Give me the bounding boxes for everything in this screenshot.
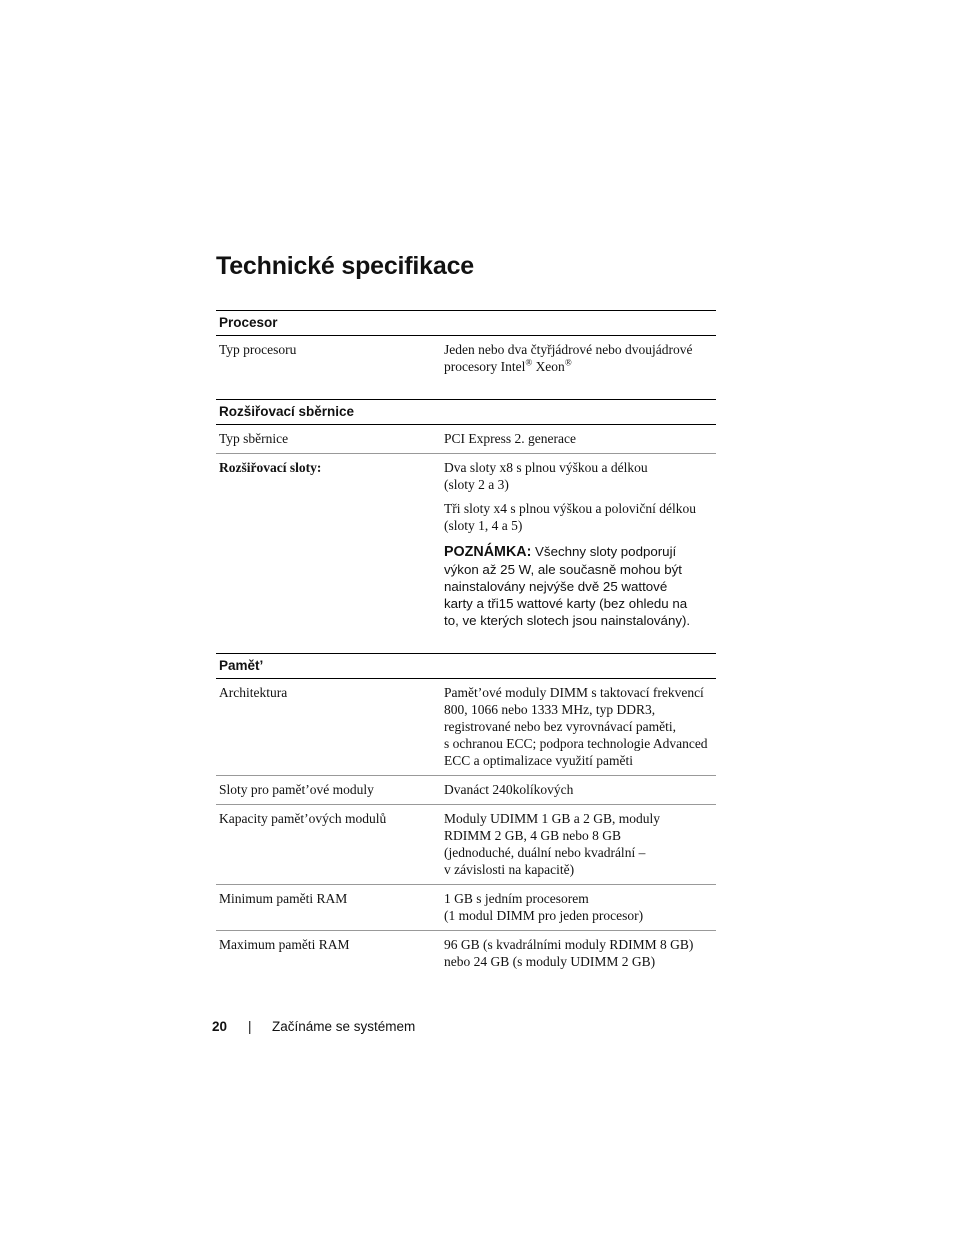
- row-value: [444, 459, 716, 629]
- row-value: [444, 341, 716, 375]
- registered-mark: ®: [525, 357, 533, 368]
- table-row: [216, 336, 716, 381]
- row-value: [444, 684, 716, 769]
- row-value: [444, 936, 716, 970]
- page-footer: [212, 1019, 415, 1034]
- note-line: nainstalovány nejvýše dvě 25 wattové: [444, 579, 668, 594]
- value-line: ECC a optimalizace využití paměti: [444, 753, 633, 768]
- value-line: Jeden nebo dva čtyřjádrové nebo dvoujádrové: [444, 342, 693, 357]
- value-line: Dva sloty x8 s plnou výškou a délkou: [444, 460, 648, 475]
- row-label: Architektura: [219, 685, 288, 700]
- row-value: [444, 781, 716, 798]
- value-line: Tři sloty x4 s plnou výškou a poloviční délkou: [444, 501, 696, 516]
- value-line: (1 modul DIMM pro jeden procesor): [444, 908, 644, 923]
- table-row: [216, 679, 716, 776]
- value-line: (sloty 1, 4 a 5): [444, 518, 523, 533]
- value-line: s ochranou ECC; podpora technologie Advanced: [444, 736, 708, 751]
- value-line: procesory Intel® Xeon®: [444, 357, 572, 374]
- value-line: 96 GB (s kvadrálními moduly RDIMM 8 GB): [444, 937, 694, 952]
- value-line: (jednoduché, duální nebo kvadrální –: [444, 845, 646, 860]
- note-line: POZNÁMKA: Všechny sloty podporují: [444, 544, 677, 560]
- section-heading-rozsirovaci-sbernice: Rozšiřovací sběrnice: [216, 399, 716, 425]
- value-line: registrované nebo bez vyrovnávací paměti,: [444, 719, 677, 734]
- table-row: [216, 885, 716, 931]
- value-line: 800, 1066 nebo 1333 MHz, typ DDR3,: [444, 702, 656, 717]
- value-paragraph: [444, 500, 716, 534]
- value-line: 1 GB s jedním procesorem: [444, 891, 589, 906]
- value-line: Dvanáct 240kolíkových: [444, 782, 574, 797]
- row-value: [444, 810, 716, 878]
- value-paragraph: [444, 459, 716, 493]
- value-line: (sloty 2 a 3): [444, 477, 509, 492]
- note-line: karty a tři15 wattové karty (bez ohledu na: [444, 596, 688, 611]
- table-row: [216, 805, 716, 885]
- chapter-title: Začínáme se systémem: [272, 1019, 416, 1034]
- row-label: Minimum paměti RAM: [219, 891, 348, 906]
- note-line: výkon až 25 W, ale současně mohou být: [444, 562, 682, 577]
- value-line: Moduly UDIMM 1 GB a 2 GB, moduly: [444, 811, 661, 826]
- row-label: Rozšiřovací sloty:: [219, 460, 322, 475]
- row-label: Typ procesoru: [219, 342, 297, 357]
- page-title: Technické specifikace: [216, 252, 474, 280]
- value-line: nebo 24 GB (s moduly UDIMM 2 GB): [444, 954, 656, 969]
- note-block: [444, 543, 716, 629]
- footer-separator: |: [248, 1019, 252, 1034]
- note-label: POZNÁMKA:: [444, 544, 532, 560]
- table-row: [216, 425, 716, 454]
- spec-table: [216, 310, 716, 976]
- row-value: [444, 430, 716, 447]
- row-label: Maximum paměti RAM: [219, 937, 350, 952]
- value-line: PCI Express 2. generace: [444, 431, 576, 446]
- table-row: [216, 776, 716, 805]
- page-number: 20: [212, 1019, 228, 1034]
- note-line: to, ve kterých slotech jsou nainstalovány).: [444, 613, 691, 628]
- table-row: [216, 931, 716, 976]
- registered-mark: ®: [564, 357, 572, 368]
- row-value: [444, 890, 716, 924]
- row-label: Typ sběrnice: [219, 431, 289, 446]
- value-line: v závislosti na kapacitě): [444, 862, 575, 877]
- value-line: Pamět’ové moduly DIMM s taktovací frekvencí: [444, 685, 704, 700]
- row-label: Sloty pro pamět’ové moduly: [219, 782, 374, 797]
- table-row: [216, 454, 716, 635]
- row-label: Kapacity pamět’ových modulů: [219, 811, 387, 826]
- section-heading-procesor: Procesor: [216, 310, 716, 336]
- section-heading-pamet: Pamět’: [216, 653, 716, 679]
- value-line: RDIMM 2 GB, 4 GB nebo 8 GB: [444, 828, 622, 843]
